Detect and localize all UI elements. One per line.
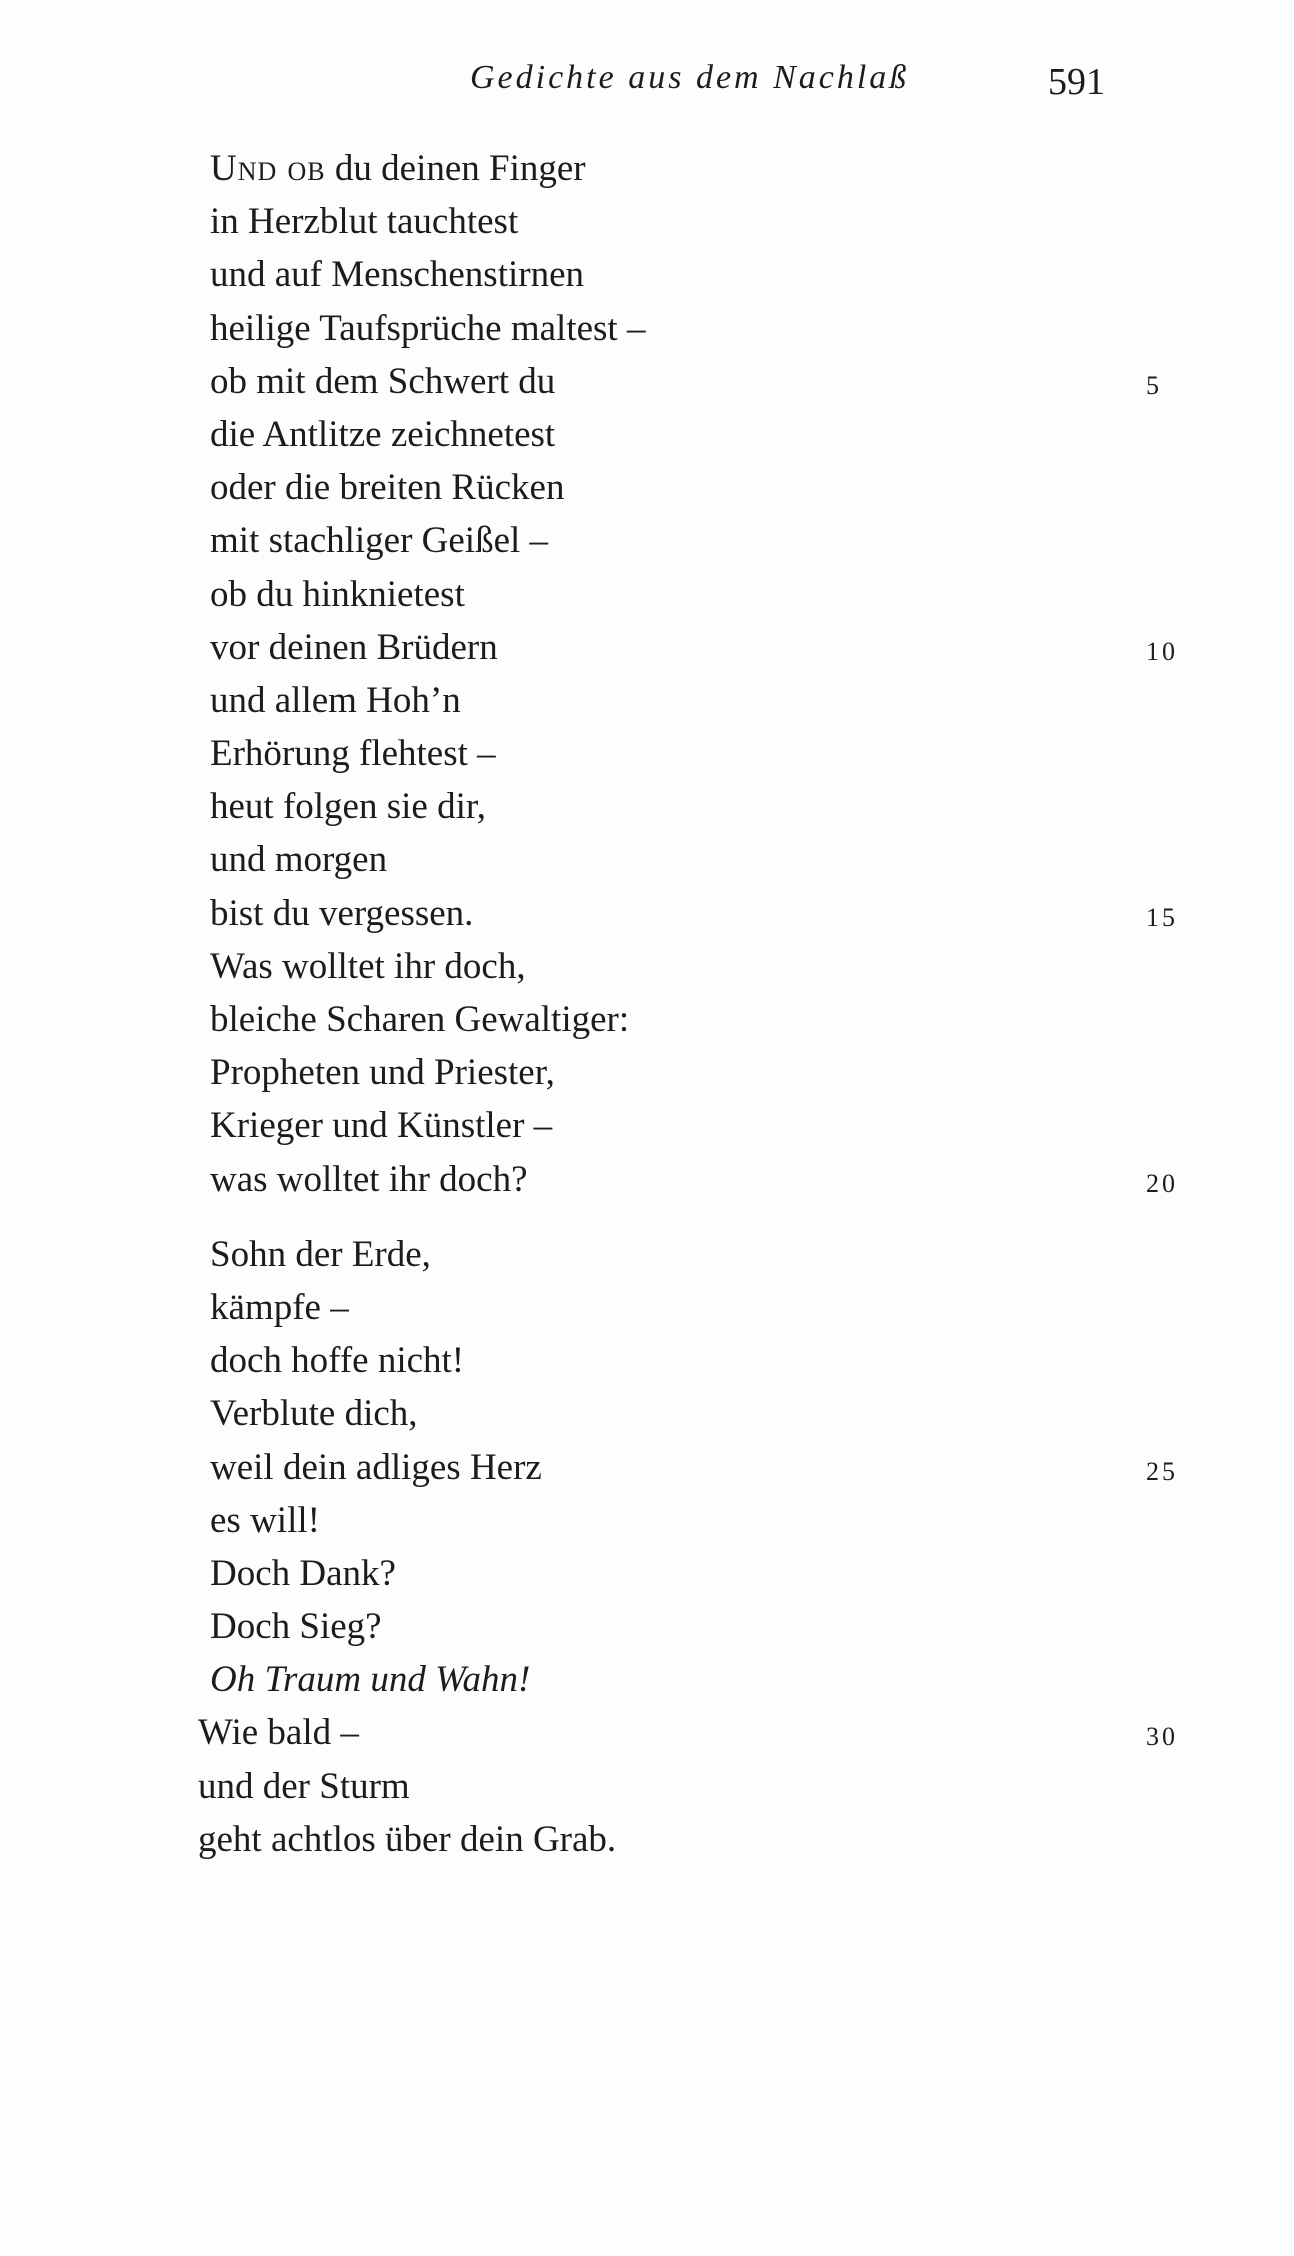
stanza-1: [210, 142, 1190, 1206]
line-number: 15: [1146, 902, 1178, 932]
line-number: 5: [1146, 370, 1162, 400]
poem-line-text: und der Sturm: [198, 1765, 410, 1807]
poem-line-text: Erhörung flehtest –: [210, 733, 496, 775]
poem-line-text: ob mit dem Schwert du: [210, 360, 556, 402]
poem-line-text: Propheten und Priester,: [210, 1052, 555, 1094]
poem-line-text: weil dein adliges Herz: [210, 1446, 542, 1488]
poem-line-text: es will!: [210, 1499, 320, 1541]
poem-line-text: die Antlitze zeichnetest: [210, 413, 556, 455]
poem-line: [210, 355, 1190, 408]
poem-line: [210, 940, 1190, 993]
line-number: 25: [1146, 1456, 1178, 1486]
poem-line: [210, 568, 1190, 621]
poem-line-text: bleiche Scharen Gewaltiger:: [210, 999, 630, 1040]
poem-line: [210, 1653, 1190, 1706]
poem-line-rest: du deinen Finger: [325, 148, 586, 189]
poem-line-text: in Herzblut tauchtest: [210, 201, 519, 243]
poem: [198, 142, 1190, 1866]
poem-line: [210, 1547, 1190, 1600]
poem-line-text: und auf Menschenstirnen: [210, 254, 585, 296]
line-number: 20: [1146, 1168, 1178, 1198]
poem-line: [210, 833, 1190, 886]
poem-line: [210, 195, 1190, 248]
poem-line: [210, 727, 1190, 780]
poem-line: [210, 302, 1190, 355]
poem-line-text: Verblute dich,: [210, 1393, 418, 1435]
poem-line: [210, 1441, 1190, 1494]
poem-line-text: vor deinen Brüdern: [210, 626, 498, 668]
line-number: 10: [1146, 636, 1178, 666]
poem-line-text: bist du vergessen.: [210, 892, 474, 934]
poem-line-text: Krieger und Künstler –: [210, 1105, 553, 1147]
poem-line-text: heut folgen sie dir,: [210, 786, 486, 828]
poem-line-text: Oh Traum und Wahn!: [210, 1659, 531, 1701]
poem-line-text: heilige Taufsprüche maltest –: [210, 307, 646, 349]
poem-line: [198, 1760, 1178, 1813]
poem-line-text: doch hoffe nicht!: [210, 1340, 465, 1382]
poem-line-text: oder die breiten Rücken: [210, 467, 565, 509]
poem-line: [210, 993, 1190, 1046]
poem-line-text: Was wolltet ihr doch,: [210, 945, 526, 987]
poem-line: [210, 461, 1190, 514]
poem-line-text: und allem Hoh’n: [210, 679, 461, 721]
poem-line: [210, 1228, 1190, 1281]
poem-line-text: Wie bald –: [198, 1712, 359, 1754]
poem-line: [210, 887, 1190, 940]
poem-line-text: geht achtlos über dein Grab.: [198, 1818, 617, 1860]
poem-line: [210, 1494, 1190, 1547]
poem-line: [210, 1153, 1190, 1206]
poem-line-text: Sohn der Erde,: [210, 1233, 431, 1275]
poem-line: [210, 1600, 1190, 1653]
running-title: Gedichte aus dem Nachlaß: [470, 59, 910, 96]
line-number: 30: [1146, 1722, 1178, 1752]
poem-line: [210, 1281, 1190, 1334]
poem-line-text: Doch Sieg?: [210, 1606, 382, 1648]
poem-line-text: ob du hinknietest: [210, 573, 465, 615]
poem-line: [210, 514, 1190, 567]
small-caps-opening: Und ob: [210, 148, 326, 189]
poem-line-text: Doch Dank?: [210, 1552, 396, 1594]
poem-line: [210, 1334, 1190, 1387]
poem-line: [210, 621, 1190, 674]
poem-line: [210, 248, 1190, 301]
page-number: 591: [1048, 61, 1105, 103]
poem-line-text: und morgen: [210, 839, 388, 881]
poem-line: [210, 408, 1190, 461]
poem-line: [210, 1046, 1190, 1099]
poem-line: [210, 674, 1190, 727]
poem-line: [210, 142, 1190, 195]
poem-line-text: mit stachliger Geißel –: [210, 520, 549, 562]
poem-line: [210, 780, 1190, 833]
poem-line: [198, 1706, 1178, 1759]
stanza-2: [198, 1228, 1190, 1866]
poem-line-text: kämpfe –: [210, 1286, 349, 1328]
poem-line: [198, 1813, 1178, 1866]
poem-line: [210, 1099, 1190, 1152]
poem-line-text: [210, 142, 586, 195]
poem-line-text: was wolltet ihr doch?: [210, 1158, 528, 1200]
poem-line: [210, 1387, 1190, 1440]
